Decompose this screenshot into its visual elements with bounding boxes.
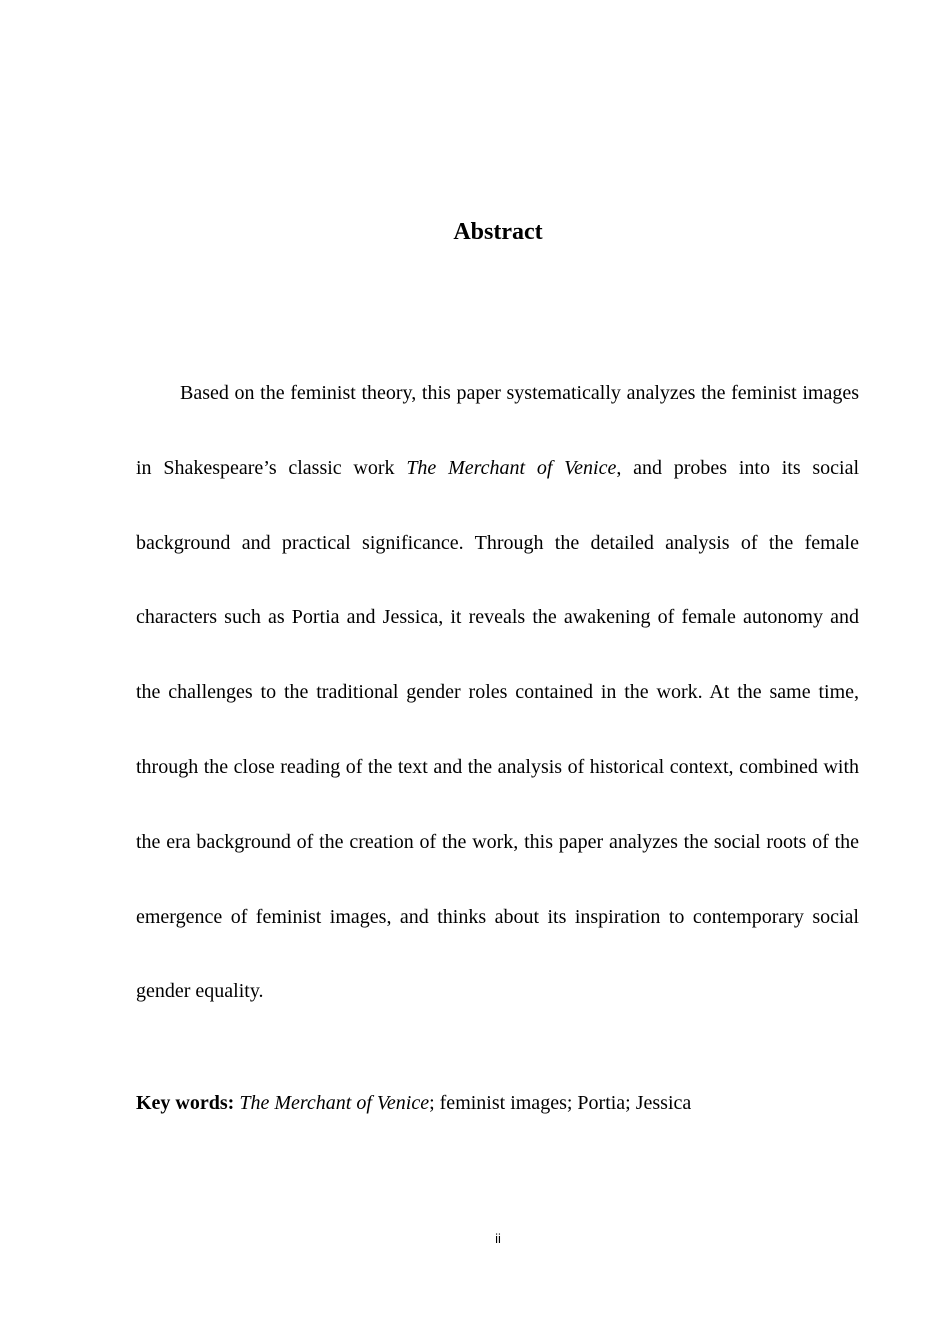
abstract-paragraph — [136, 356, 859, 1029]
abstract-text-end: , and probes into its social background and practical significance. Through the detailed analysis of the female characters such as Portia and Jessica, it reveals the awakening of female autonomy and the challenges to the traditional gender roles contained in the work. At the same time, through the close reading of the text and the analysis of historical context, combined with the era background of the creation of the work, this paper analyzes the social roots of the emergence of feminist images, and thinks about its inspiration to contemporary social gender equality. — [136, 456, 860, 1003]
page-title: Abstract — [453, 219, 543, 245]
keywords-list: ; feminist images; Portia; Jessica — [429, 1092, 692, 1114]
keywords-label: Key words: — [136, 1092, 235, 1114]
abstract-work-title: The Merchant of Venice — [406, 456, 617, 479]
keywords-line — [136, 1086, 859, 1120]
keywords-work-title: The Merchant of Venice — [239, 1092, 430, 1114]
abstract-text-start: Based on the feminist theory, this paper systematically analyzes the feminist images in Shakespeare’s classic work — [136, 382, 859, 479]
page-number: ii — [495, 1231, 501, 1246]
